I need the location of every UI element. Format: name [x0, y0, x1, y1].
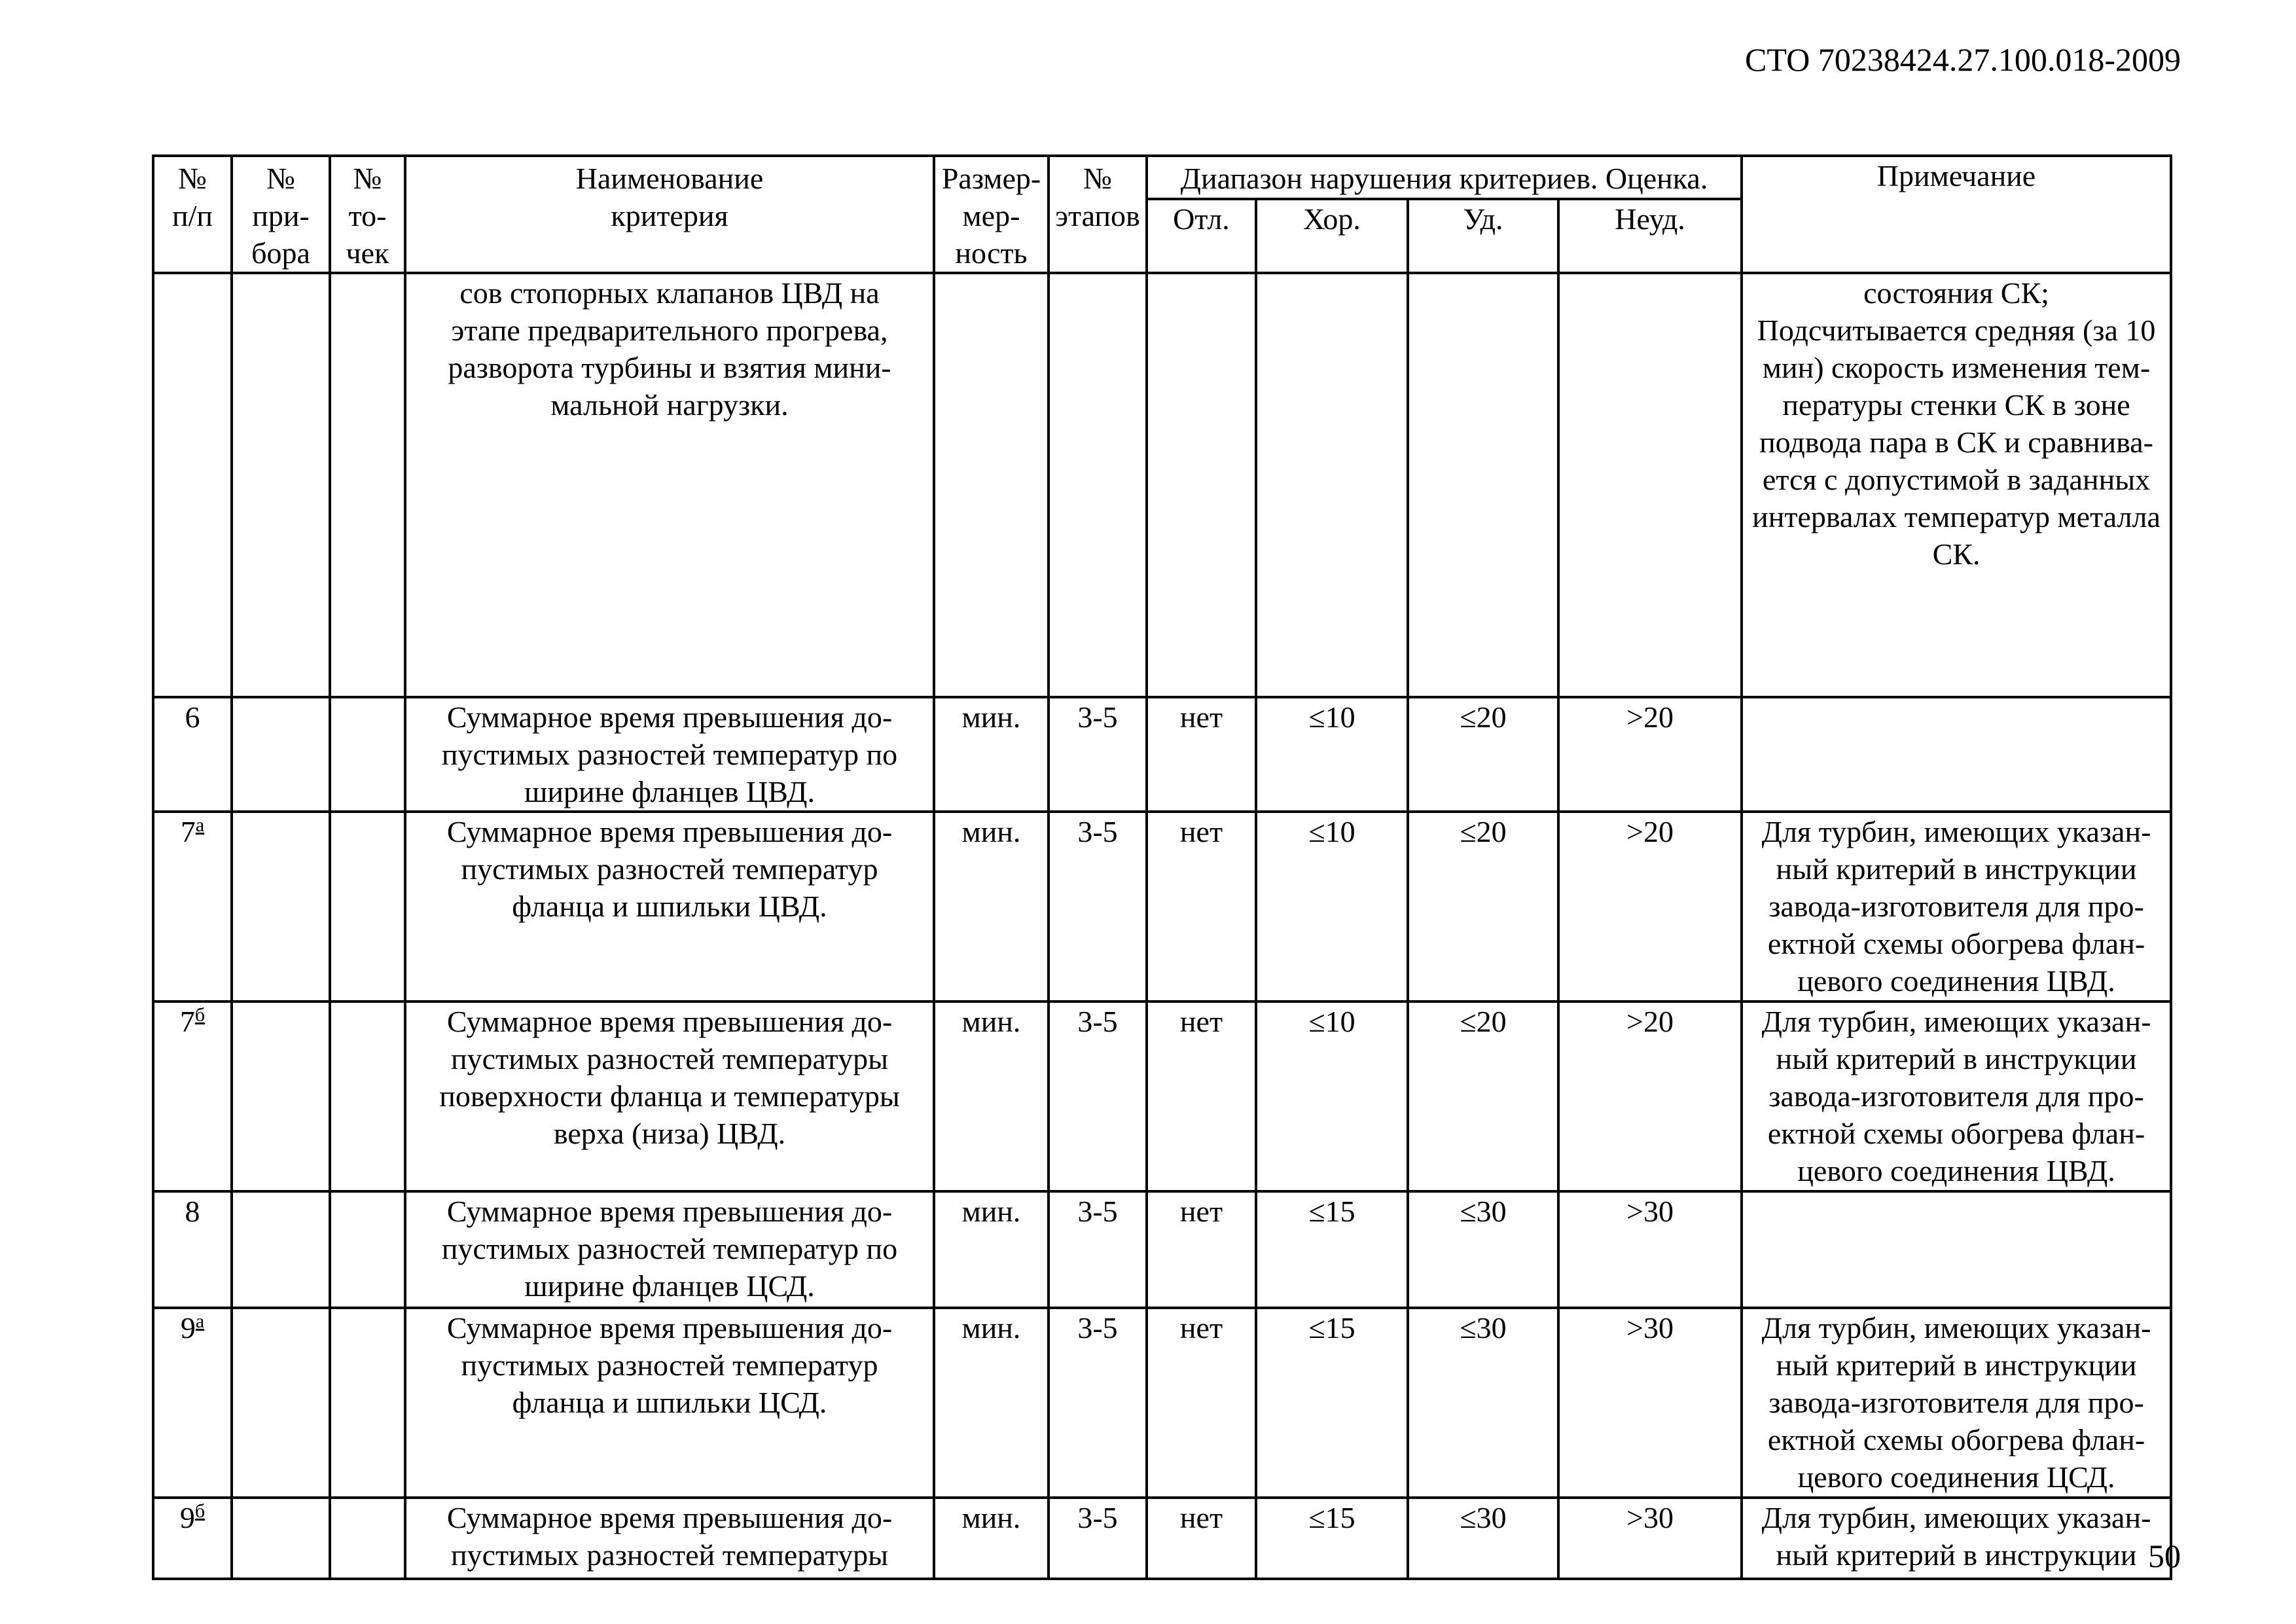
cell-stages: 3-5: [1049, 697, 1147, 812]
cell-stages: 3-5: [1049, 1191, 1147, 1308]
cell-unsatisfactory: >30: [1558, 1191, 1742, 1308]
cell-point: [330, 1308, 405, 1498]
cell-unsatisfactory: >30: [1558, 1498, 1742, 1579]
cell-stages: 3-5: [1049, 1001, 1147, 1191]
cell-num: 8: [153, 1191, 232, 1308]
superscript-index: б: [194, 1500, 206, 1522]
header-unsatisfactory: Неуд.: [1558, 199, 1742, 273]
cell-unsatisfactory: [1558, 273, 1742, 697]
cell-unit: мин.: [934, 1191, 1049, 1308]
cell-good: ≤15: [1256, 1498, 1408, 1579]
cell-excellent: нет: [1147, 697, 1256, 812]
cell-device: [232, 812, 330, 1001]
cell-excellent: [1147, 273, 1256, 697]
cell-criterion: Суммарное время превышения до- пустимых разностей температур по ширине фланцев ЦВД.: [405, 697, 934, 812]
table-row: [153, 273, 2171, 697]
table-row: [153, 1191, 2171, 1308]
cell-point: [330, 273, 405, 697]
table-row: [153, 1001, 2171, 1191]
cell-good: [1256, 273, 1408, 697]
cell-excellent: нет: [1147, 1308, 1256, 1498]
cell-satisfactory: ≤20: [1408, 1001, 1558, 1191]
cell-good: ≤15: [1256, 1191, 1408, 1308]
cell-device: [232, 697, 330, 812]
cell-unit: мин.: [934, 697, 1049, 812]
cell-satisfactory: [1408, 273, 1558, 697]
cell-device: [232, 1001, 330, 1191]
cell-point: [330, 1001, 405, 1191]
cell-point: [330, 697, 405, 812]
header-note: Примечание: [1742, 156, 2171, 273]
header-row-num: № п/п: [153, 156, 232, 273]
header-good: Хор.: [1256, 199, 1408, 273]
document-code: СТО 70238424.27.100.018-2009: [1745, 41, 2181, 78]
cell-criterion: Суммарное время превышения до- пустимых разностей температур фланца и шпильки ЦВД.: [405, 812, 934, 1001]
cell-stages: 3-5: [1049, 812, 1147, 1001]
header-device-num: № при- бора: [232, 156, 330, 273]
cell-stages: 3-5: [1049, 1498, 1147, 1579]
table-row: [153, 812, 2171, 1001]
cell-point: [330, 1191, 405, 1308]
cell-good: ≤10: [1256, 697, 1408, 812]
header-criterion-name: Наименование критерия: [405, 156, 934, 273]
header-stages: № этапов: [1049, 156, 1147, 273]
cell-note: [1742, 697, 2171, 812]
table-row: [153, 1498, 2171, 1579]
cell-satisfactory: ≤30: [1408, 1498, 1558, 1579]
cell-device: [232, 1191, 330, 1308]
cell-criterion: Суммарное время превышения до- пустимых разностей температуры: [405, 1498, 934, 1579]
cell-unit: мин.: [934, 1498, 1049, 1579]
table-row: [153, 1308, 2171, 1498]
table-row: [153, 697, 2171, 812]
cell-device: [232, 1308, 330, 1498]
cell-num: 6: [153, 697, 232, 812]
header-excellent: Отл.: [1147, 199, 1256, 273]
table-header-row: [153, 156, 2171, 199]
cell-satisfactory: ≤20: [1408, 697, 1558, 812]
cell-stages: [1049, 273, 1147, 697]
header-point-num: № то- чек: [330, 156, 405, 273]
cell-satisfactory: ≤30: [1408, 1191, 1558, 1308]
superscript-index: а: [195, 814, 205, 836]
cell-excellent: нет: [1147, 1498, 1256, 1579]
header-satisfactory: Уд.: [1408, 199, 1558, 273]
criteria-table: [152, 154, 2172, 1580]
cell-note: Для турбин, имеющих указан- ный критерий в инструкции: [1742, 1498, 2171, 1579]
cell-excellent: нет: [1147, 812, 1256, 1001]
cell-unit: мин.: [934, 1308, 1049, 1498]
cell-criterion: Суммарное время превышения до- пустимых разностей температур по ширине фланцев ЦСД.: [405, 1191, 934, 1308]
cell-criterion: Суммарное время превышения до- пустимых разностей температуры поверхности фланца и температуры верха (низа) ЦВД.: [405, 1001, 934, 1191]
cell-num: [153, 273, 232, 697]
cell-num: $9^б$: [153, 1498, 232, 1579]
cell-note: Для турбин, имеющих указан- ный критерий в инструкции завода-изготовителя для про- ектной схемы обогрева флан- цевого соединения ЦВД.: [1742, 812, 2171, 1001]
cell-excellent: нет: [1147, 1001, 1256, 1191]
cell-unit: мин.: [934, 1001, 1049, 1191]
cell-unsatisfactory: >20: [1558, 1001, 1742, 1191]
cell-note: Для турбин, имеющих указан- ный критерий в инструкции завода-изготовителя для про- ектной схемы обогрева флан- цевого соединения ЦСД.: [1742, 1308, 2171, 1498]
cell-unsatisfactory: >30: [1558, 1308, 1742, 1498]
cell-num: $9^а$: [153, 1308, 232, 1498]
cell-device: [232, 1498, 330, 1579]
header-range-group: Диапазон нарушения критериев. Оценка.: [1147, 156, 1742, 199]
cell-num: $7^а$: [153, 812, 232, 1001]
cell-stages: 3-5: [1049, 1308, 1147, 1498]
cell-unit: мин.: [934, 812, 1049, 1001]
cell-device: [232, 273, 330, 697]
cell-excellent: нет: [1147, 1191, 1256, 1308]
cell-note: состояния СК; Подсчитывается средняя (за 10 мин) скорость изменения тем- пературы стенки СК в зоне подвода пара в СК и сравнива- ется с допустимой в заданных интервалах температур металла СК.: [1742, 273, 2171, 697]
cell-unsatisfactory: >20: [1558, 697, 1742, 812]
cell-unsatisfactory: >20: [1558, 812, 1742, 1001]
page-number: 50: [2148, 1538, 2181, 1574]
cell-criterion: Суммарное время превышения до- пустимых разностей температур фланца и шпильки ЦСД.: [405, 1308, 934, 1498]
cell-good: ≤15: [1256, 1308, 1408, 1498]
header-dimension: Размер- мер- ность: [934, 156, 1049, 273]
cell-note: [1742, 1191, 2171, 1308]
cell-point: [330, 812, 405, 1001]
cell-good: ≤10: [1256, 1001, 1408, 1191]
cell-good: ≤10: [1256, 812, 1408, 1001]
cell-satisfactory: ≤20: [1408, 812, 1558, 1001]
cell-point: [330, 1498, 405, 1579]
cell-satisfactory: ≤30: [1408, 1308, 1558, 1498]
cell-criterion: сов стопорных клапанов ЦВД на этапе предварительного прогрева, разворота турбины и взятия мини- мальной нагрузки.: [405, 273, 934, 697]
cell-note: Для турбин, имеющих указан- ный критерий в инструкции завода-изготовителя для про- ектной схемы обогрева флан- цевого соединения ЦВД.: [1742, 1001, 2171, 1191]
cell-num: $7^б$: [153, 1001, 232, 1191]
cell-unit: [934, 273, 1049, 697]
superscript-index: а: [195, 1310, 205, 1332]
superscript-index: б: [194, 1004, 206, 1026]
